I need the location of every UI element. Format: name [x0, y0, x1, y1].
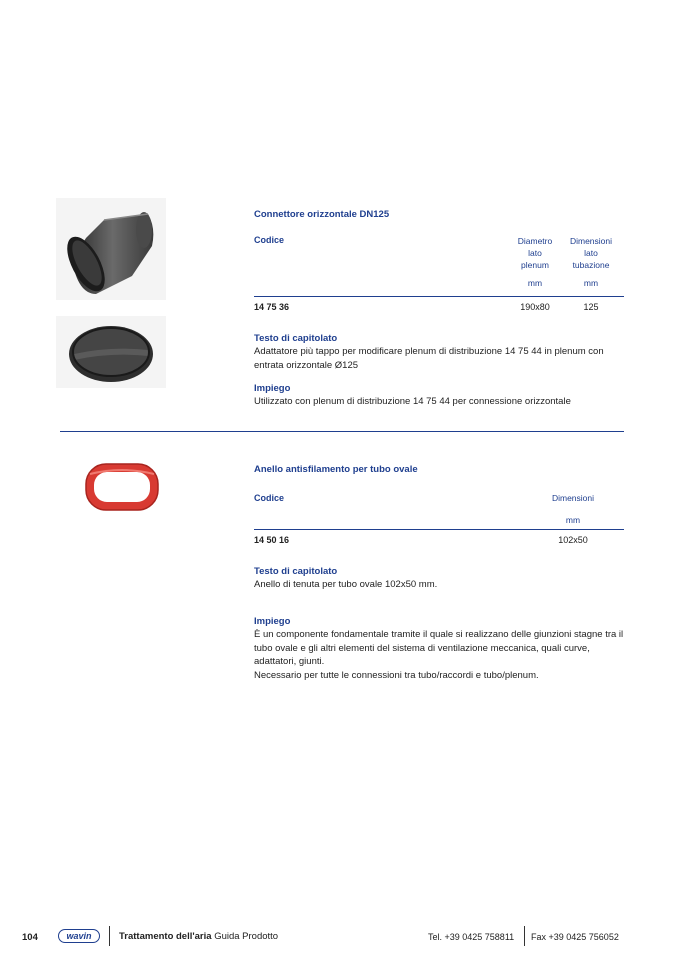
- footer-fax: Fax +39 0425 756052: [531, 932, 619, 942]
- product-1-spec-text: Adattatore più tappo per modificare plenum di distribuzione 14 75 44 in plenum con entrata orizzontale Ø125: [254, 346, 604, 371]
- oval-ring-icon: [80, 456, 164, 518]
- product-1-col2-header: Dimensioni lato tubazione: [569, 236, 613, 270]
- footer-section: [119, 931, 278, 942]
- product-1-spec-title: Testo di capitolato: [254, 333, 338, 344]
- section-divider: [60, 431, 624, 432]
- product-1-title: Connettore orizzontale DN125: [254, 209, 390, 220]
- product-1-col2-unit: mm: [583, 278, 599, 288]
- product-1-code: 14 75 36: [254, 302, 290, 312]
- product-2-use-title: Impiego: [254, 616, 291, 627]
- product-1-use-text: Utilizzato con plenum di distribuzione 14 75 44 per connessione orizzontale: [254, 396, 571, 407]
- product-2-spec-text: Anello di tenuta per tubo ovale 102x50 mm.: [254, 579, 438, 590]
- product-2-use-paragraph-2: Necessario per tutte le connessioni tra tubo/raccordi e tubo/plenum.: [254, 669, 539, 681]
- product-2-col1-unit: mm: [565, 515, 581, 525]
- product-1-value-2: 125: [583, 302, 599, 312]
- product-2-code: 14 50 16: [254, 535, 290, 545]
- product-2-value-1: 102x50: [558, 535, 588, 545]
- product-2-col1-header: Dimensioni: [551, 493, 595, 503]
- footer-section-title: Trattamento dell'aria: [119, 931, 212, 942]
- product-1-code-header: Codice: [254, 235, 285, 245]
- plenum-cap-icon: [56, 316, 166, 388]
- product-2-title: Anello antisfilamento per tubo ovale: [254, 464, 418, 475]
- oval-ring-photo: [80, 456, 164, 518]
- product-2-spec-title: Testo di capitolato: [254, 566, 338, 577]
- product-2-use-paragraph-1: È un componente fondamentale tramite il quale si realizzano delle giunzioni stagne tra il tubo ovale e gli altri elementi del sistema di ventilazione meccanica, quali curve, adattatori, giunti.: [254, 629, 624, 667]
- footer-guide: Guida Prodotto: [214, 931, 279, 942]
- footer-separator-1: [109, 926, 110, 946]
- product-1-value-1: 190x80: [520, 302, 550, 312]
- product-2-use-text: [254, 628, 629, 682]
- connector-photo: [56, 198, 166, 300]
- horizontal-connector-icon: [56, 198, 166, 300]
- wavin-logo: [58, 929, 100, 943]
- cap-photo: [56, 316, 166, 388]
- product-1-table-rule: [254, 296, 624, 297]
- footer-tel: Tel. +39 0425 758811: [428, 932, 515, 942]
- product-2-table-rule: [254, 529, 624, 530]
- footer-separator-2: [524, 926, 525, 946]
- product-2-code-header: Codice: [254, 493, 285, 503]
- product-1-col1-header: Diametro lato plenum: [517, 236, 553, 270]
- wavin-logo-text: wavin: [66, 930, 92, 941]
- page-number: 104: [22, 932, 38, 943]
- product-1-col1-unit: mm: [527, 278, 543, 288]
- product-1-use-title: Impiego: [254, 383, 291, 394]
